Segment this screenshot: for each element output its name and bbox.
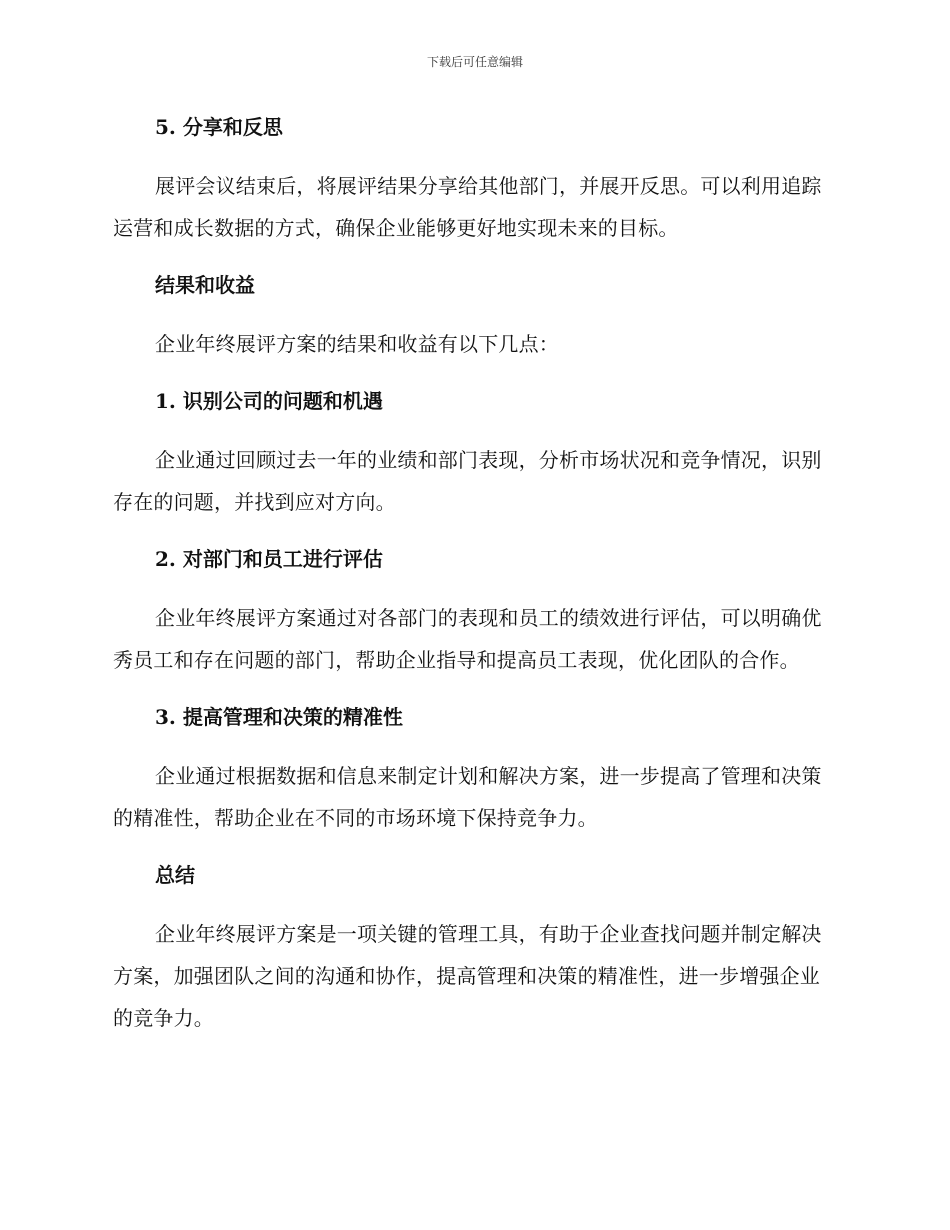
section-heading-evaluate-departments: 2. 对部门和员工进行评估 bbox=[155, 547, 383, 571]
section-paragraph-identify-problems: 企业通过回顾过去一年的业绩和部门表现，分析市场状况和竞争情况，识别存在的问题，并找到应对方向。 bbox=[113, 448, 822, 514]
section-paragraph-share-reflect: 展评会议结束后，将展评结果分享给其他部门，并展开反思。可以利用追踪运营和成长数据的方式，确保企业能够更好地实现未来的目标。 bbox=[113, 174, 822, 240]
section-heading-identify-problems: 1. 识别公司的问题和机遇 bbox=[155, 389, 383, 413]
section-paragraph-results-benefits: 企业年终展评方案的结果和收益有以下几点： bbox=[155, 332, 559, 356]
document-body bbox=[113, 111, 833, 1039]
page-header: 下载后可任意编辑 bbox=[426, 55, 523, 69]
section-heading-results-benefits: 结果和收益 bbox=[155, 273, 255, 297]
section-heading-summary: 总结 bbox=[155, 863, 195, 887]
section-paragraph-summary: 企业年终展评方案是一项关键的管理工具，有助于企业查找问题并制定解决方案，加强团队之间的沟通和协作，提高管理和决策的精准性，进一步增强企业的竞争力。 bbox=[113, 922, 822, 1030]
section-paragraph-decision-precision: 企业通过根据数据和信息来制定计划和解决方案，进一步提高了管理和决策的精准性，帮助企业在不同的市场环境下保持竞争力。 bbox=[113, 764, 822, 830]
section-paragraph-evaluate-departments: 企业年终展评方案通过对各部门的表现和员工的绩效进行评估，可以明确优秀员工和存在问题的部门，帮助企业指导和提高员工表现，优化团队的合作。 bbox=[113, 606, 822, 672]
section-heading-share-reflect: 5. 分享和反思 bbox=[155, 115, 283, 139]
section-heading-decision-precision: 3. 提高管理和决策的精准性 bbox=[155, 705, 403, 729]
